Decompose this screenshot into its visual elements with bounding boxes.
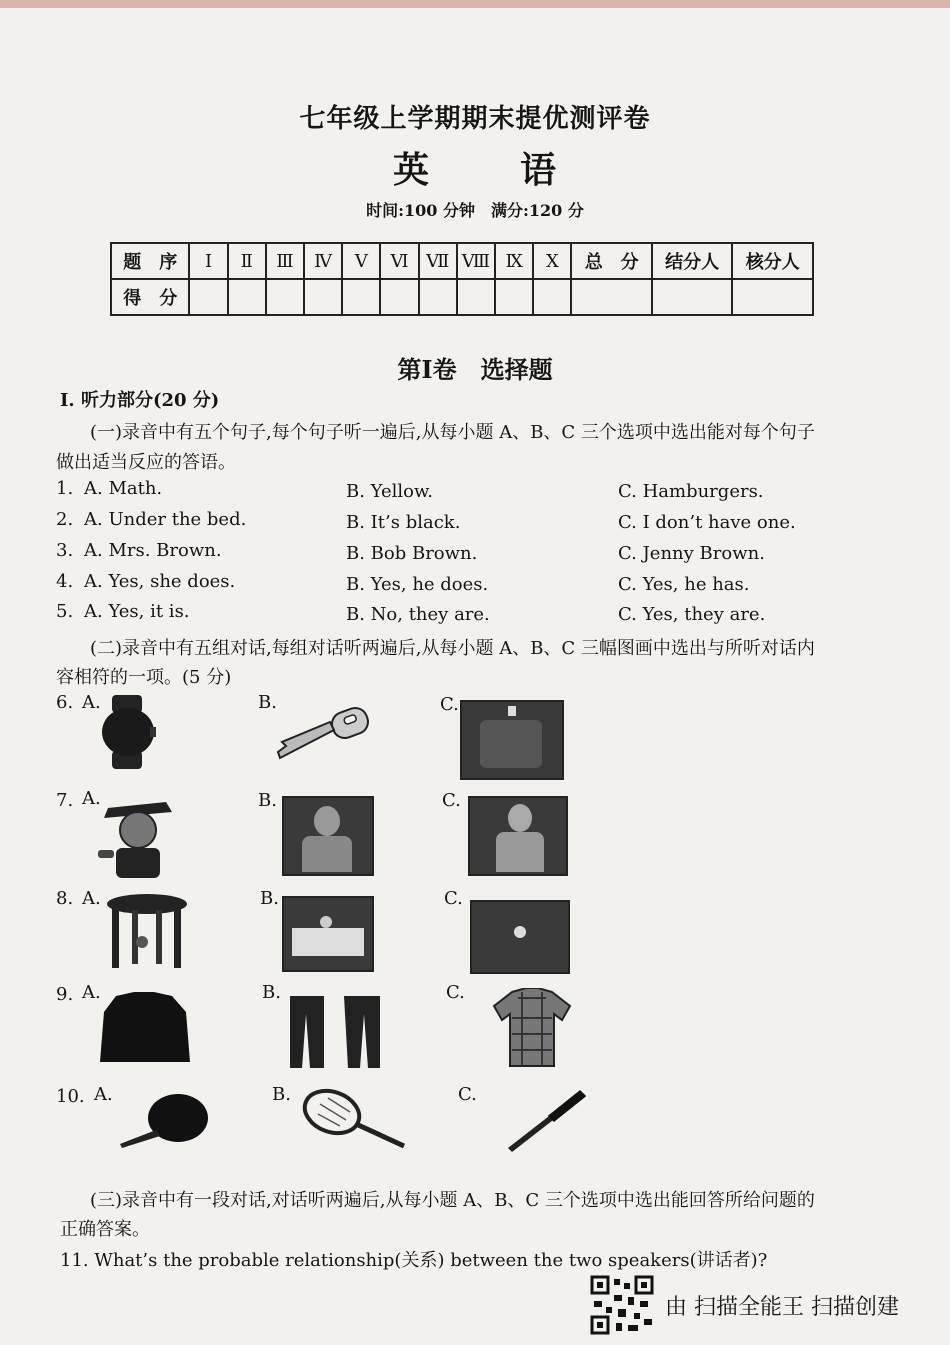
score-cell [380,279,418,315]
pic-label-c: C. [444,888,463,909]
photo-woman [282,796,374,876]
ping-pong-paddle-icon [116,1092,212,1150]
question-number: 5. [56,601,74,622]
score-cell [304,279,342,315]
option-a: A. Mrs. Brown. [84,540,222,561]
scorer-header: 结分人 [652,243,732,279]
score-cell [533,279,571,315]
sub3-instruction-line2: 正确答案。 [60,1219,150,1240]
checker-header: 核分人 [732,243,813,279]
page-top-edge [0,0,950,8]
numeral-cell: Ⅸ [495,243,533,279]
trousers-icon [288,994,384,1070]
baseball-bat-icon [504,1088,586,1156]
question-number: 8. [56,888,74,909]
sub1-instruction-line1: (一)录音中有五个句子,每个句子听一遍后,从每小题 A、B、C 三个选项中选出能对每个句子 [90,422,815,443]
score-cell [732,279,813,315]
option-a: A. Yes, she does. [84,571,236,592]
score-cell [266,279,304,315]
pic-label-a: A. [82,788,101,809]
exam-title: 七年级上学期期末提优测评卷 [299,104,651,134]
scanner-footer: 由 扫描全能王 扫描创建 [665,1295,899,1320]
numeral-cell: Ⅹ [533,243,571,279]
time-info: 时间:100 分钟 满分:120 分 [366,201,584,220]
photo-man [468,796,568,876]
numeral-cell: Ⅵ [380,243,418,279]
numeral-cell: Ⅳ [304,243,342,279]
subject-title [0,142,950,193]
pic-label-a: A. [82,982,101,1003]
option-c: C. I don’t have one. [618,512,796,533]
tennis-racket-icon [300,1086,410,1152]
pic-label-b: B. [272,1084,291,1105]
pic-label-b: B. [258,790,277,811]
score-cell [457,279,495,315]
question-number: 7. [56,790,74,811]
photo-bag [460,700,564,780]
score-cell [342,279,380,315]
pic-label-c: C. [440,694,459,715]
qr-code-icon [590,1275,654,1335]
question-11: 11. What’s the probable relationship(关系) between the two speakers(讲话者)? [60,1250,768,1271]
question-number: 10. [56,1086,85,1107]
numeral-cell: Ⅱ [228,243,266,279]
subject-char-2: 语 [520,149,558,191]
option-c: C. Yes, he has. [618,574,750,595]
pic-label-c: C. [442,790,461,811]
watch-icon [100,695,160,770]
option-a: A. Math. [84,478,163,499]
numeral-cell: Ⅰ [189,243,227,279]
option-b: B. Yellow. [346,481,433,502]
option-c: C. Hamburgers. [618,481,764,502]
police-officer-icon [94,790,180,880]
photo-bed-ball [282,896,374,972]
subject-char-1: 英 [392,149,430,191]
option-c: C. Jenny Brown. [618,543,765,564]
numeral-cell: Ⅶ [419,243,457,279]
question-number: 9. [56,984,74,1005]
sub2-instruction-line1: (二)录音中有五组对话,每组对话听两遍后,从每小题 A、B、C 三幅图画中选出与所听对话内 [90,638,815,659]
pic-label-c: C. [458,1084,477,1105]
table-with-ball-icon [104,892,190,970]
sweater-icon [96,992,192,1064]
option-c: C. Yes, they are. [618,604,766,625]
score-cell [571,279,651,315]
pic-label-a: A. [82,888,101,909]
score-cell [228,279,266,315]
pic-label-b: B. [260,888,279,909]
score-table-header-row [111,243,813,279]
option-a: A. Yes, it is. [84,601,190,622]
numeral-cell: Ⅲ [266,243,304,279]
score-cell [652,279,732,315]
part1-heading: Ⅰ. 听力部分(20 分) [60,390,220,411]
option-a: A. Under the bed. [84,509,247,530]
option-b: B. Bob Brown. [346,543,478,564]
score-cell [495,279,533,315]
total-header: 总 分 [571,243,651,279]
sub2-instruction-line2: 容相符的一项。(5 分) [56,667,232,688]
numeral-cell: Ⅷ [457,243,495,279]
option-b: B. It’s black. [346,512,461,533]
sub1-instruction-line2: 做出适当反应的答语。 [56,452,236,473]
numeral-cell: Ⅴ [342,243,380,279]
option-b: B. Yes, he does. [346,574,489,595]
score-cell [189,279,227,315]
question-number: 2. [56,509,74,530]
question-number: 6. [56,692,74,713]
section-title: 第Ⅰ卷 选择题 [397,355,553,384]
pic-label-b: B. [258,692,277,713]
question-number: 3. [56,540,74,561]
photo-floor-ball [470,900,570,974]
row-label-score: 得 分 [111,279,189,315]
sub3-instruction-line1: (三)录音中有一段对话,对话听两遍后,从每小题 A、B、C 三个选项中选出能回答所给问题的 [90,1190,815,1211]
pic-label-a: A. [82,692,101,713]
row-label-order: 题 序 [111,243,189,279]
score-table-score-row [111,279,813,315]
question-number: 4. [56,571,74,592]
key-icon [272,706,372,766]
pic-label-a: A. [94,1084,113,1105]
option-b: B. No, they are. [346,604,490,625]
score-cell [419,279,457,315]
question-number: 1. [56,478,74,499]
score-table [110,242,814,316]
pic-label-b: B. [262,982,281,1003]
shirt-icon [490,988,574,1068]
pic-label-c: C. [446,982,465,1003]
